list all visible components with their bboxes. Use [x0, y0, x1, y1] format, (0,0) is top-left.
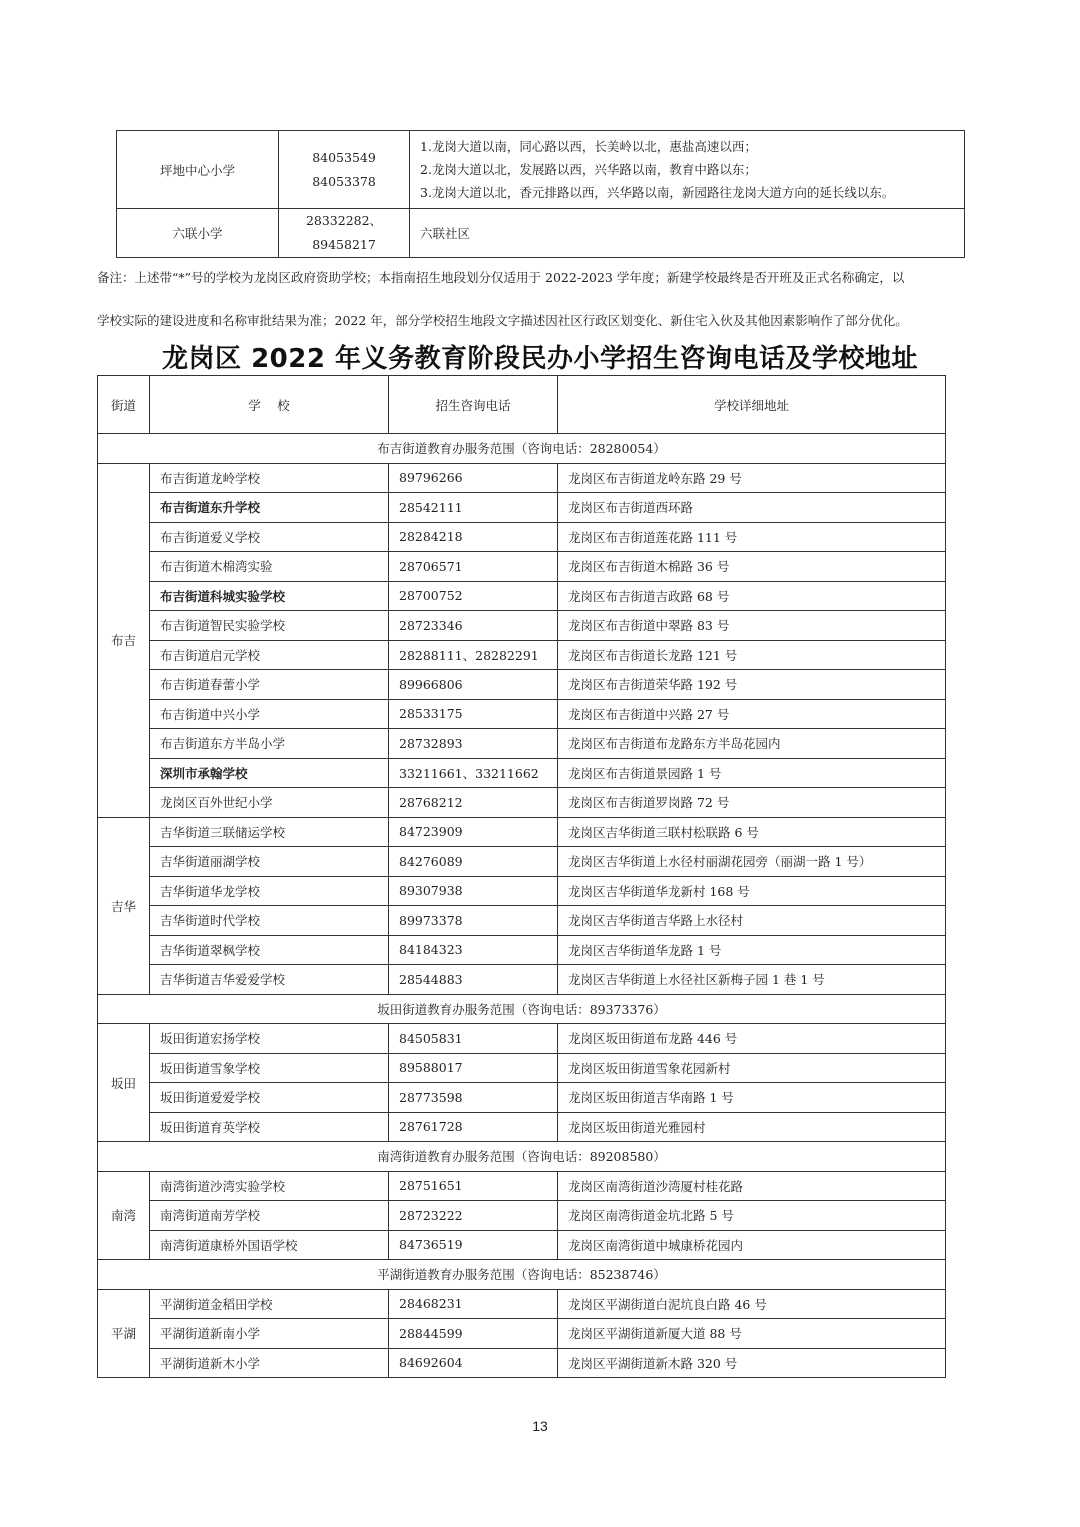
table-row [98, 876, 946, 906]
school-phone: 89307938 [389, 876, 558, 906]
header-address: 学校详细地址 [558, 376, 946, 434]
school-address: 龙岗区坂田街道吉华南路 1 号 [558, 1083, 946, 1113]
school-name: 龙岗区百外世纪小学 [150, 788, 389, 818]
office-section-row [98, 434, 946, 464]
phone-line: 28332282、 [305, 213, 383, 228]
school-phone: 28768212 [389, 788, 558, 818]
school-name: 吉华街道翠枫学校 [150, 935, 389, 965]
table-row [98, 758, 946, 788]
school-address: 龙岗区布吉街道景园路 1 号 [558, 758, 946, 788]
school-phone: 84505831 [389, 1024, 558, 1054]
school-phone: 89973378 [389, 906, 558, 936]
school-phone: 28723222 [389, 1201, 558, 1231]
zone-line: 2.龙岗大道以北，发展路以西，兴华路以南，教育中路以东； [420, 162, 757, 177]
school-phone: 28761728 [389, 1112, 558, 1142]
school-name: 布吉街道龙岭学校 [150, 463, 389, 493]
office-section-row [98, 1260, 946, 1290]
school-phone: 89966806 [389, 670, 558, 700]
school-phone: 33211661、33211662 [389, 758, 558, 788]
office-section-label: 布吉街道教育办服务范围（咨询电话：28280054） [98, 434, 946, 464]
phone-line: 84053378 [312, 173, 376, 189]
school-phone: 84276089 [389, 847, 558, 877]
school-phone: 28544883 [389, 965, 558, 995]
school-phone: 28542111 [389, 493, 558, 523]
table-row [98, 699, 946, 729]
school-address: 龙岗区南湾街道沙湾厦村桂花路 [558, 1171, 946, 1201]
school-address: 龙岗区布吉街道中翠路 83 号 [558, 611, 946, 641]
school-address: 龙岗区布吉街道木棉路 36 号 [558, 552, 946, 582]
school-address: 龙岗区布吉街道罗岗路 72 号 [558, 788, 946, 818]
zone-description [410, 209, 965, 258]
school-phone: 28732893 [389, 729, 558, 759]
zone-description [410, 131, 965, 209]
table-row [98, 788, 946, 818]
school-address: 龙岗区布吉街道龙岭东路 29 号 [558, 463, 946, 493]
school-address: 龙岗区坂田街道布龙路 446 号 [558, 1024, 946, 1054]
table-row [98, 1171, 946, 1201]
table-row [98, 847, 946, 877]
school-address: 龙岗区平湖街道白泥坑良白路 46 号 [558, 1289, 946, 1319]
school-name: 南湾街道康桥外国语学校 [150, 1230, 389, 1260]
footnote-line-2: 学校实际的建设进度和名称审批结果为准；2022 年，部分学校招生地段文字描述因社区行政区划变化、新住宅入伙及其他因素影响作了部分优化。 [97, 313, 908, 328]
school-address: 龙岗区坂田街道雪象花园新村 [558, 1053, 946, 1083]
school-name: 吉华街道吉华爱爱学校 [150, 965, 389, 995]
street-name: 南湾 [98, 1171, 150, 1260]
school-phone: 28468231 [389, 1289, 558, 1319]
school-name: 坂田街道雪象学校 [150, 1053, 389, 1083]
school-name: 坂田街道宏扬学校 [150, 1024, 389, 1054]
school-phone: 28284218 [389, 522, 558, 552]
school-phone: 84692604 [389, 1348, 558, 1378]
school-address: 龙岗区布吉街道莲花路 111 号 [558, 522, 946, 552]
school-address: 龙岗区布吉街道长龙路 121 号 [558, 640, 946, 670]
school-phone: 84723909 [389, 817, 558, 847]
school-phone: 28723346 [389, 611, 558, 641]
office-section-label: 南湾街道教育办服务范围（咨询电话：89208580） [98, 1142, 946, 1172]
school-address: 龙岗区布吉街道中兴路 27 号 [558, 699, 946, 729]
table-row [117, 209, 965, 258]
phone-line: 89458217 [312, 237, 376, 252]
table-row [98, 1201, 946, 1231]
school-name: 布吉街道木棉湾实验 [150, 552, 389, 582]
office-section-row [98, 1142, 946, 1172]
header-street: 街道 [98, 376, 150, 434]
school-name: 布吉街道春蕾小学 [150, 670, 389, 700]
street-name: 吉华 [98, 817, 150, 994]
table-row [98, 1083, 946, 1113]
school-name: 南湾街道南芳学校 [150, 1201, 389, 1231]
table-row [98, 581, 946, 611]
school-phone: 28751651 [389, 1171, 558, 1201]
table-row [98, 1289, 946, 1319]
table-row [98, 611, 946, 641]
school-phone [279, 209, 410, 258]
table-row [98, 493, 946, 523]
school-name: 布吉街道启元学校 [150, 640, 389, 670]
school-address: 龙岗区布吉街道吉政路 68 号 [558, 581, 946, 611]
table-row [117, 131, 965, 209]
school-name: 平湖街道金稻田学校 [150, 1289, 389, 1319]
school-phone: 28706571 [389, 552, 558, 582]
table-row [98, 935, 946, 965]
school-address: 龙岗区南湾街道中城康桥花园内 [558, 1230, 946, 1260]
header-phone: 招生咨询电话 [389, 376, 558, 434]
table-row [98, 522, 946, 552]
school-name: 吉华街道三联储运学校 [150, 817, 389, 847]
school-name: 布吉街道爱义学校 [150, 522, 389, 552]
school-phone: 84736519 [389, 1230, 558, 1260]
school-address: 龙岗区布吉街道西环路 [558, 493, 946, 523]
office-section-row [98, 994, 946, 1024]
table-row [98, 463, 946, 493]
school-name: 六联小学 [117, 209, 279, 258]
school-name: 吉华街道华龙学校 [150, 876, 389, 906]
zone-line: 3.龙岗大道以北，香元排路以西，兴华路以南，新园路往龙岗大道方向的延长线以东。 [420, 185, 895, 200]
school-address: 龙岗区吉华街道上水径村丽湖花园旁（丽湖一路 1 号） [558, 847, 946, 877]
street-name: 平湖 [98, 1289, 150, 1378]
school-phone: 89796266 [389, 463, 558, 493]
school-phone: 28773598 [389, 1083, 558, 1113]
school-name: 吉华街道时代学校 [150, 906, 389, 936]
school-phone: 28700752 [389, 581, 558, 611]
table-row [98, 817, 946, 847]
office-section-label: 坂田街道教育办服务范围（咨询电话：89373376） [98, 994, 946, 1024]
table-row [98, 729, 946, 759]
school-phone [279, 131, 410, 209]
school-name: 平湖街道新木小学 [150, 1348, 389, 1378]
table-row [98, 906, 946, 936]
school-address: 龙岗区坂田街道光雅园村 [558, 1112, 946, 1142]
table-row [98, 640, 946, 670]
table-row [98, 552, 946, 582]
attendance-zone-table [116, 130, 965, 258]
page-title: 龙岗区 2022 年义务教育阶段民办小学招生咨询电话及学校地址 [162, 344, 918, 374]
table-row [98, 670, 946, 700]
table-row [98, 1230, 946, 1260]
zone-line: 六联社区 [420, 225, 471, 241]
school-address: 龙岗区布吉街道布龙路东方半岛花园内 [558, 729, 946, 759]
school-phone: 84184323 [389, 935, 558, 965]
school-address: 龙岗区吉华街道华龙路 1 号 [558, 935, 946, 965]
school-address: 龙岗区吉华街道华龙新村 168 号 [558, 876, 946, 906]
table-row [98, 1112, 946, 1142]
school-phone: 28844599 [389, 1319, 558, 1349]
school-phone: 28533175 [389, 699, 558, 729]
school-name: 坂田街道育英学校 [150, 1112, 389, 1142]
school-address: 龙岗区南湾街道金坑北路 5 号 [558, 1201, 946, 1231]
office-section-label: 平湖街道教育办服务范围（咨询电话：85238746） [98, 1260, 946, 1290]
phone-line: 84053549 [312, 149, 376, 165]
school-name: 坪地中心小学 [117, 131, 279, 209]
school-name: 布吉街道东升学校 [150, 493, 389, 523]
school-phone: 28288111、28282291 [389, 640, 558, 670]
zone-line: 1.龙岗大道以南，同心路以西，长美岭以北，惠盐高速以西； [420, 139, 757, 154]
footnote-line-1: 备注：上述带“*”号的学校为龙岗区政府资助学校；本指南招生地段划分仅适用于 2022-2023 学年度；新建学校最终是否开班及正式名称确定，以 [97, 270, 905, 285]
school-name: 平湖街道新南小学 [150, 1319, 389, 1349]
table-row [98, 965, 946, 995]
street-name: 布吉 [98, 463, 150, 817]
school-address: 龙岗区吉华街道上水径社区新梅子园 1 巷 1 号 [558, 965, 946, 995]
header-school: 学 校 [150, 376, 389, 434]
school-name: 布吉街道智民实验学校 [150, 611, 389, 641]
school-address: 龙岗区吉华街道吉华路上水径村 [558, 906, 946, 936]
school-name: 布吉街道东方半岛小学 [150, 729, 389, 759]
table-row [98, 1348, 946, 1378]
school-address: 龙岗区布吉街道荣华路 192 号 [558, 670, 946, 700]
school-name: 布吉街道科城实验学校 [150, 581, 389, 611]
page-number: 13 [532, 1418, 548, 1434]
school-name: 深圳市承翰学校 [150, 758, 389, 788]
private-school-table [97, 375, 946, 1378]
table-row [98, 1319, 946, 1349]
school-name: 南湾街道沙湾实验学校 [150, 1171, 389, 1201]
street-name: 坂田 [98, 1024, 150, 1142]
school-address: 龙岗区平湖街道新厦大道 88 号 [558, 1319, 946, 1349]
school-phone: 89588017 [389, 1053, 558, 1083]
table-row [98, 1024, 946, 1054]
school-name: 布吉街道中兴小学 [150, 699, 389, 729]
school-address: 龙岗区平湖街道新木路 320 号 [558, 1348, 946, 1378]
school-name: 坂田街道爱爱学校 [150, 1083, 389, 1113]
table-header-row [98, 376, 946, 434]
school-name: 吉华街道丽湖学校 [150, 847, 389, 877]
school-address: 龙岗区吉华街道三联村松联路 6 号 [558, 817, 946, 847]
table-row [98, 1053, 946, 1083]
